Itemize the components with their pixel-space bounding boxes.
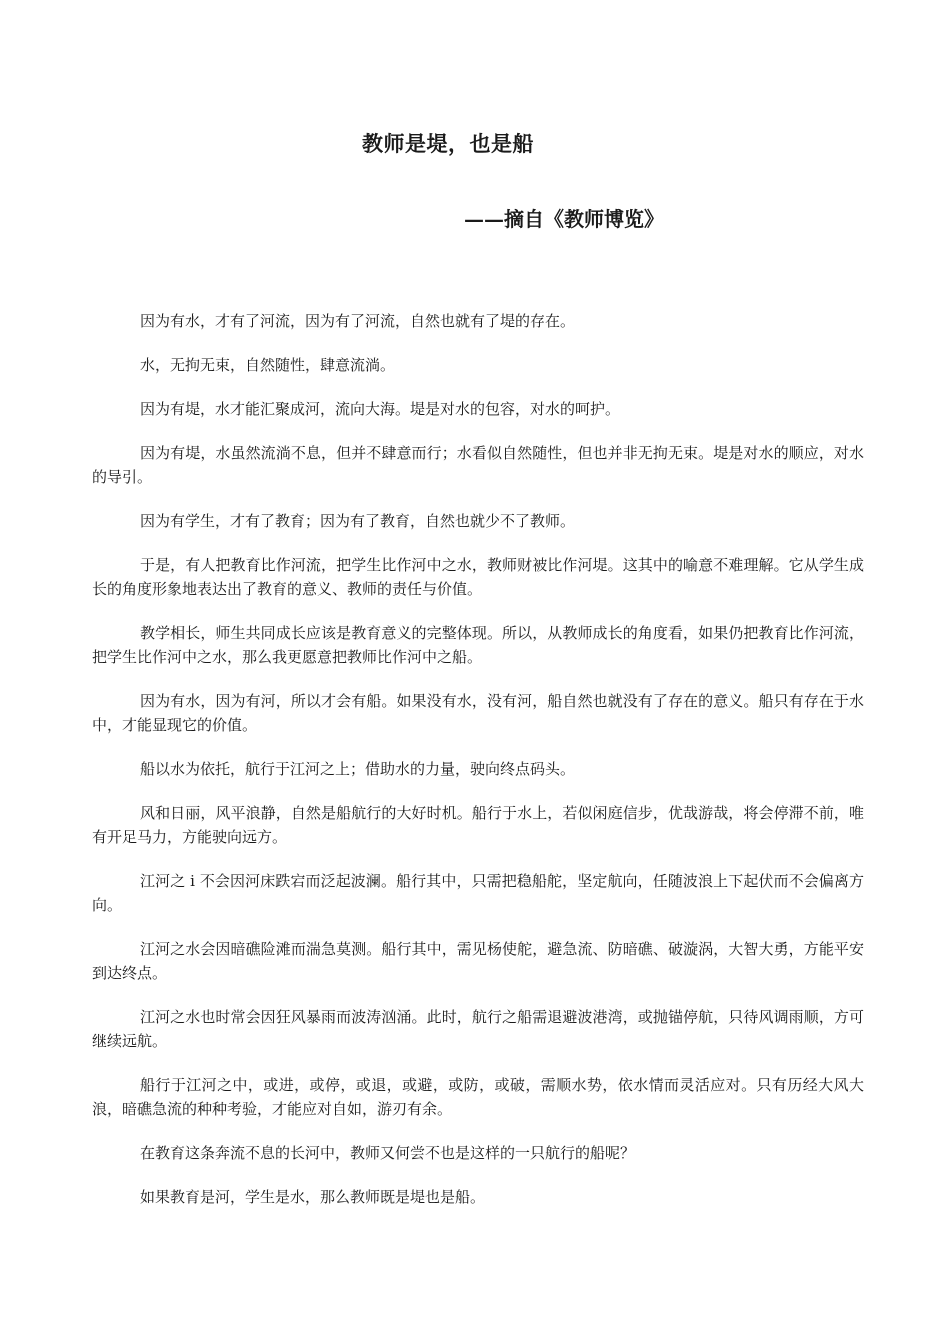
body-paragraph: 如果教育是河，学生是水，那么教师既是堤也是船。 [140, 1188, 486, 1206]
body-paragraph: 在教育这条奔流不息的长河中，教师又何尝不也是这样的一只航行的船呢？ [140, 1144, 636, 1162]
body-paragraph: 江河之水也时常会因狂风暴雨而波涛汹涌。此时，航行之船需退避波港湾，或抛锚停航，只待风调雨顺，方可继续远航。 [92, 1008, 864, 1050]
body-paragraph: 江河之水会因暗礁险滩而湍急莫测。船行其中，需见杨使舵，避急流、防暗礁、破漩涡，大智大勇，方能平安到达终点。 [92, 940, 864, 982]
body-paragraph: 因为有堤，水虽然流淌不息，但并不肆意而行；水看似自然随性，但也并非无拘无束。堤是对水的顺应，对水的导引。 [92, 444, 864, 486]
body-paragraph: 因为有堤，水才能汇聚成河，流向大海。堤是对水的包容，对水的呵护。 [140, 400, 621, 418]
body-paragraph: 因为有水，才有了河流，因为有了河流，自然也就有了堤的存在。 [140, 312, 576, 330]
document-source: ——摘自《教师博览》 [464, 207, 664, 231]
body-paragraph: 教学相长，师生共同成长应该是教育意义的完整体现。所以，从教师成长的角度看，如果仍把教育比作河流，把学生比作河中之水，那么我更愿意把教师比作河中之船。 [92, 624, 864, 666]
body-paragraph: 水，无拘无束，自然随性，肆意流淌。 [140, 356, 396, 374]
body-paragraph: 风和日丽，风平浪静，自然是船航行的大好时机。船行于水上，若似闲庭信步，优哉游哉，将会停滞不前，唯有开足马力，方能驶向远方。 [92, 804, 864, 846]
body-paragraph: 船以水为依托，航行于江河之上；借助水的力量，驶向终点码头。 [140, 760, 576, 778]
body-paragraph: 江河之 i 不会因河床跌宕而泛起波澜。船行其中，只需把稳船舵，坚定航向，任随波浪上下起伏而不会偏离方向。 [92, 872, 864, 914]
document-title: 教师是堤，也是船 [362, 131, 534, 156]
body-paragraph: 因为有学生，才有了教育；因为有了教育，自然也就少不了教师。 [140, 512, 576, 530]
body-paragraph: 于是，有人把教育比作河流，把学生比作河中之水，教师财被比作河堤。这其中的喻意不难理解。它从学生成长的角度形象地表达出了教育的意义、教师的责任与价值。 [92, 556, 864, 598]
body-paragraph: 船行于江河之中，或进，或停，或退，或避，或防，或破，需顺水势，依水情而灵活应对。只有历经大风大浪，暗礁急流的种种考验，才能应对自如，游刃有余。 [92, 1076, 864, 1118]
document-body [92, 309, 864, 1229]
body-paragraph: 因为有水，因为有河，所以才会有船。如果没有水，没有河，船自然也就没有了存在的意义。船只有存在于水中，才能显现它的价值。 [92, 692, 864, 734]
